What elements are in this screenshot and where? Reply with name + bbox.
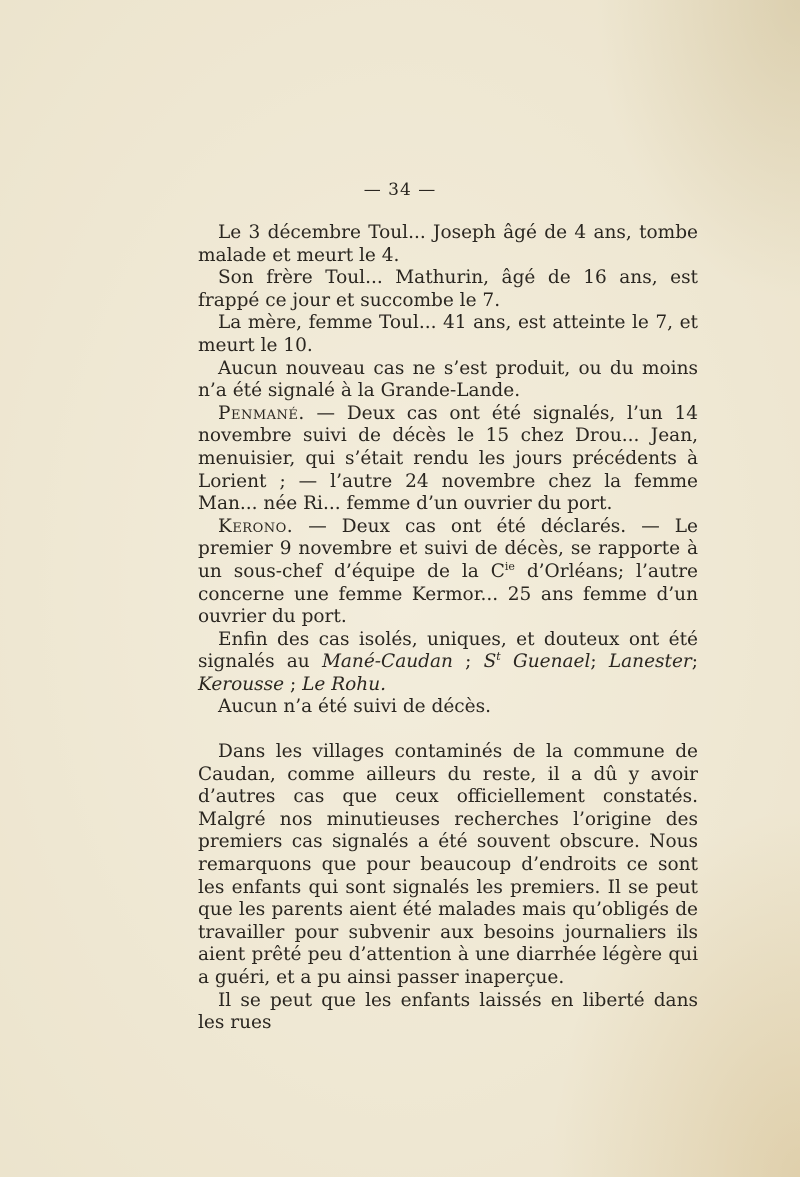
paragraph: Son frère Toul... Mathurin, âgé de 16 ans, est frappé ce jour et succombe le 7. <box>198 267 698 311</box>
separator: ; <box>284 673 303 695</box>
place-name: S <box>483 651 497 673</box>
separator: ; <box>691 651 698 673</box>
separator: ; <box>590 651 609 673</box>
place-name: Guenael <box>500 651 591 673</box>
paragraph: Dans les villages contaminés de la commune de Caudan, comme ailleurs du reste, il a dû y avoir d’autres cas que ceux officiellement constatés. Malgré nos minutieuses recherches l’origine des premiers cas signalés a été souvent obscure. Nous remarquons que pour beaucoup d’endroits ce sont les enfants qui sont signalés les premiers. Il se peut que les parents aient été malades mais qu’obligés de travailler pour subvenir aux besoins journaliers ils aient prêté peu d’attention à une diarrhée légère qui a guéri, et a pu ainsi passer inaperçue. <box>198 741 698 988</box>
paragraph: Aucun nouveau cas ne s’est produit, ou du moins n’a été signalé à la Grande-Lande. <box>198 357 698 402</box>
paragraph: La mère, femme Toul... 41 ans, est atteinte le 7, et meurt le 10. <box>198 312 698 356</box>
separator: ; <box>452 651 484 673</box>
paragraph <box>198 516 698 629</box>
paragraph-text: — Deux cas ont été signalés, l’un 14 novembre suivi de décès le 15 chez Drou... Jean, menuisier, qui s’était rendu les jours précédents à Lorient ; — l’autre 24 novembre chez la femme Man... née Ri... femme d’un ouvrier du port. <box>198 402 698 515</box>
section-gap <box>198 719 698 741</box>
body-text <box>198 222 698 1035</box>
paragraph-text: d’Orléans; l’autre concerne une femme Kermor... 25 ans femme d’un ouvrier du port. <box>198 560 699 628</box>
paragraph: Il se peut que les enfants laissés en liberté dans les rues <box>198 989 698 1034</box>
place-name: Lanester <box>608 651 692 673</box>
superscript: t <box>496 650 501 664</box>
place-heading: Penmané. <box>218 402 305 424</box>
place-heading: Kerono. <box>218 515 294 537</box>
paragraph: Le 3 décembre Toul... Joseph âgé de 4 ans, tombe malade et meurt le 4. <box>198 222 698 266</box>
page-number: — 34 — <box>363 180 437 200</box>
paragraph <box>198 403 698 516</box>
place-name: Mané-Caudan <box>321 651 453 673</box>
place-name: Le Rohu. <box>302 673 387 695</box>
paragraph <box>198 629 698 697</box>
superscript: ie <box>504 559 515 573</box>
place-name: Kerousse <box>198 673 285 695</box>
paragraph: Aucun n’a été suivi de décès. <box>218 696 491 718</box>
paragraph-text: Enfin des cas isolés, uniques, et douteux ont été signalés au <box>198 628 698 673</box>
paragraph-text: — Deux cas ont été déclarés. — Le premier 9 novembre et suivi de décès, se rapporte à un sous-chef d’équipe de la C <box>198 515 698 582</box>
